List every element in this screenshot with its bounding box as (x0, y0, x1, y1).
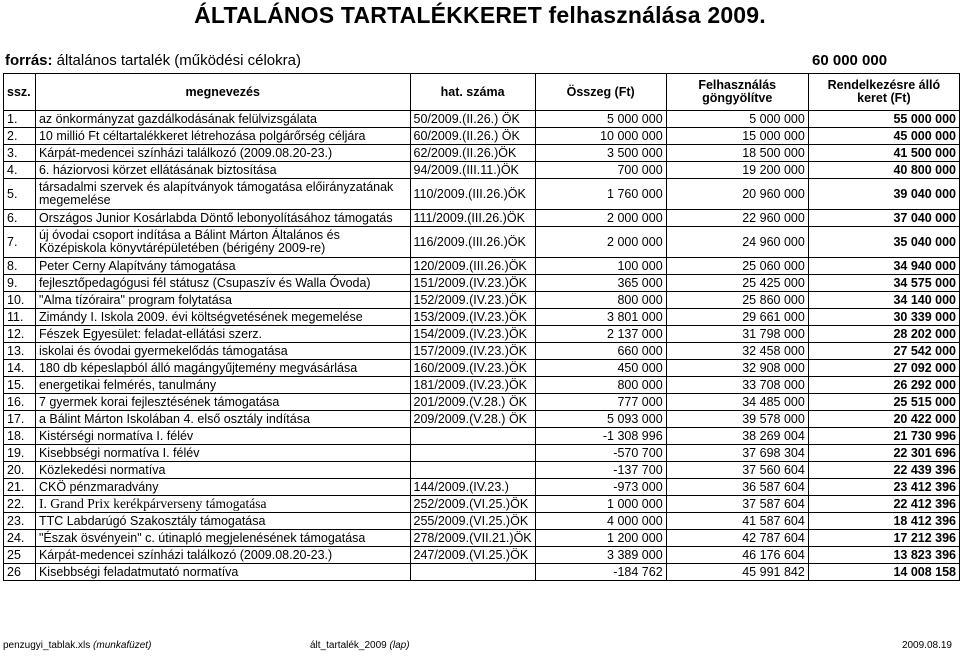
row-reference: 94/2009.(III.11.)ÖK (410, 162, 535, 179)
row-used: 25 860 000 (666, 292, 808, 309)
row-reference: 252/2009.(VI.25.)ÖK (410, 496, 535, 513)
row-available: 22 412 396 (808, 496, 959, 513)
table-row (4, 377, 960, 394)
row-used: 25 425 000 (666, 275, 808, 292)
table-row (4, 275, 960, 292)
row-number: 18. (4, 428, 36, 445)
row-reference (410, 564, 535, 581)
row-number: 3. (4, 145, 36, 162)
row-description: iskolai és óvodai gyermekelődás támogatása (35, 343, 410, 360)
row-reference: 120/2009.(III.26.)ÖK (410, 258, 535, 275)
footer-file-note: (munkafüzet) (90, 640, 152, 651)
row-amount: 3 500 000 (535, 145, 666, 162)
row-description: "Észak ösvényein" c. útinapló megjelenésének támogatása (35, 530, 410, 547)
row-description: Közlekedési normatíva (35, 462, 410, 479)
row-available: 45 000 000 (808, 128, 959, 145)
source-text: általános tartalék (működési célokra) (52, 52, 301, 69)
row-reference (410, 428, 535, 445)
row-used: 36 587 604 (666, 479, 808, 496)
row-reference: 151/2009.(IV.23.)ÖK (410, 275, 535, 292)
table-row (4, 162, 960, 179)
row-amount: 10 000 000 (535, 128, 666, 145)
row-available: 30 339 000 (808, 309, 959, 326)
row-description: az önkormányzat gazdálkodásának felülvizsgálata (35, 111, 410, 128)
row-amount: 5 000 000 (535, 111, 666, 128)
row-number: 24. (4, 530, 36, 547)
row-used: 37 698 304 (666, 445, 808, 462)
row-available: 23 412 396 (808, 479, 959, 496)
row-number: 4. (4, 162, 36, 179)
row-amount: -1 308 996 (535, 428, 666, 445)
row-used: 38 269 004 (666, 428, 808, 445)
table-row (4, 445, 960, 462)
row-reference: 62/2009.(II.26.)ÖK (410, 145, 535, 162)
row-amount: 3 389 000 (535, 547, 666, 564)
table-row (4, 145, 960, 162)
footer-sheet (310, 640, 410, 651)
header-row (4, 74, 960, 111)
row-available: 22 439 396 (808, 462, 959, 479)
row-amount: 1 000 000 (535, 496, 666, 513)
row-available: 13 823 396 (808, 547, 959, 564)
header-amount: Összeg (Ft) (535, 74, 666, 111)
table-row (4, 513, 960, 530)
footer-file (3, 640, 151, 651)
row-reference: 154/2009.(IV.23.)ÖK (410, 326, 535, 343)
header-reference: hat. száma (410, 74, 535, 111)
row-amount: -137 700 (535, 462, 666, 479)
row-number: 13. (4, 343, 36, 360)
row-description: Fészek Egyesület: feladat-ellátási szerz. (35, 326, 410, 343)
row-used: 46 176 604 (666, 547, 808, 564)
row-used: 31 798 000 (666, 326, 808, 343)
row-number: 21. (4, 479, 36, 496)
row-available: 39 040 000 (808, 179, 959, 210)
row-amount: 800 000 (535, 377, 666, 394)
row-number: 25 (4, 547, 36, 564)
row-amount: 700 000 (535, 162, 666, 179)
row-used: 24 960 000 (666, 227, 808, 258)
table-row (4, 564, 960, 581)
table-row (4, 547, 960, 564)
footer-file-name: penzugyi_tablak.xls (3, 640, 91, 651)
footer-sheet-note: (lap) (386, 640, 410, 651)
row-available: 22 301 696 (808, 445, 959, 462)
footer-sheet-name: ált_tartalék_2009 (310, 640, 387, 651)
table-row (4, 210, 960, 227)
row-number: 1. (4, 111, 36, 128)
row-description: CKÖ pénzmaradvány (35, 479, 410, 496)
row-description: társadalmi szervek és alapítványok támogatása előirányzatának megemelése (35, 179, 410, 210)
row-reference: 153/2009.(IV.23.)ÖK (410, 309, 535, 326)
row-number: 15. (4, 377, 36, 394)
row-number: 11. (4, 309, 36, 326)
row-available: 28 202 000 (808, 326, 959, 343)
table-row (4, 111, 960, 128)
row-number: 2. (4, 128, 36, 145)
row-reference (410, 445, 535, 462)
row-reference: 201/2009.(V.28.) ÖK (410, 394, 535, 411)
row-amount: -570 700 (535, 445, 666, 462)
row-number: 9. (4, 275, 36, 292)
table-row (4, 309, 960, 326)
row-description: a Bálint Márton Iskolában 4. első osztály indítása (35, 411, 410, 428)
row-amount: -184 762 (535, 564, 666, 581)
row-amount: 660 000 (535, 343, 666, 360)
row-amount: 2 000 000 (535, 210, 666, 227)
row-available: 40 800 000 (808, 162, 959, 179)
row-amount: 800 000 (535, 292, 666, 309)
row-reference: 160/2009.(IV.23.)ÖK (410, 360, 535, 377)
row-number: 14. (4, 360, 36, 377)
row-used: 42 787 604 (666, 530, 808, 547)
row-description: Zimándy I. Iskola 2009. évi költségvetésének megemelése (35, 309, 410, 326)
row-reference: 60/2009.(II.26.) ÖK (410, 128, 535, 145)
row-amount: 2 137 000 (535, 326, 666, 343)
row-available: 34 140 000 (808, 292, 959, 309)
row-available: 27 092 000 (808, 360, 959, 377)
table-row (4, 462, 960, 479)
row-available: 34 940 000 (808, 258, 959, 275)
row-used: 37 560 604 (666, 462, 808, 479)
row-available: 17 212 396 (808, 530, 959, 547)
table-row (4, 530, 960, 547)
table-row (4, 496, 960, 513)
row-description: Kisebbségi feladatmutató normatíva (35, 564, 410, 581)
row-description: energetikai felmérés, tanulmány (35, 377, 410, 394)
row-number: 8. (4, 258, 36, 275)
footer-date: 2009.08.19 (901, 640, 952, 651)
header-ssz: ssz. (4, 74, 36, 111)
row-amount: 365 000 (535, 275, 666, 292)
table-row (4, 411, 960, 428)
header-description: megnevezés (35, 74, 410, 111)
row-used: 37 587 604 (666, 496, 808, 513)
row-available: 26 292 000 (808, 377, 959, 394)
row-reference: 111/2009.(III.26.)ÖK (410, 210, 535, 227)
row-description: Kárpát-medencei színházi találkozó (2009.08.20-23.) (35, 547, 410, 564)
row-used: 34 485 000 (666, 394, 808, 411)
row-reference: 50/2009.(II.26.) ÖK (410, 111, 535, 128)
row-reference: 278/2009.(VII.21.)ÖK (410, 530, 535, 547)
row-amount: 4 000 000 (535, 513, 666, 530)
row-description: Kistérségi normatíva I. félév (35, 428, 410, 445)
source-label: forrás: (5, 52, 53, 69)
row-reference: 144/2009.(IV.23.) (410, 479, 535, 496)
row-description: Kárpát-medencei színházi találkozó (2009.08.20-23.) (35, 145, 410, 162)
row-used: 29 661 000 (666, 309, 808, 326)
row-number: 10. (4, 292, 36, 309)
row-used: 15 000 000 (666, 128, 808, 145)
row-used: 41 587 604 (666, 513, 808, 530)
table-row (4, 394, 960, 411)
row-amount: 1 200 000 (535, 530, 666, 547)
row-available: 20 422 000 (808, 411, 959, 428)
row-used: 22 960 000 (666, 210, 808, 227)
row-reference: 255/2009.(VI.25.)ÖK (410, 513, 535, 530)
row-amount: 100 000 (535, 258, 666, 275)
source-total: 60 000 000 (812, 52, 888, 69)
row-number: 16. (4, 394, 36, 411)
row-available: 18 412 396 (808, 513, 959, 530)
table-body (4, 74, 960, 581)
row-reference: 157/2009.(IV.23.)ÖK (410, 343, 535, 360)
row-amount: 2 000 000 (535, 227, 666, 258)
row-available: 34 575 000 (808, 275, 959, 292)
row-description: "Alma tízóraira" program folytatása (35, 292, 410, 309)
row-amount: -973 000 (535, 479, 666, 496)
row-description: 6. háziorvosi körzet ellátásának biztosítása (35, 162, 410, 179)
row-description: TTC Labdarúgó Szakosztály támogatása (35, 513, 410, 530)
row-used: 32 458 000 (666, 343, 808, 360)
row-number: 17. (4, 411, 36, 428)
table-row (4, 292, 960, 309)
row-available: 25 515 000 (808, 394, 959, 411)
source-line (5, 52, 301, 69)
row-available: 55 000 000 (808, 111, 959, 128)
row-available: 21 730 996 (808, 428, 959, 445)
row-number: 23. (4, 513, 36, 530)
row-description: 180 db képeslapból álló magángyűjtemény megvásárlása (35, 360, 410, 377)
row-number: 6. (4, 210, 36, 227)
row-reference (410, 462, 535, 479)
row-reference: 110/2009.(III.26.)ÖK (410, 179, 535, 210)
row-available: 27 542 000 (808, 343, 959, 360)
row-description: fejlesztőpedagógusi fél státusz (Csupaszív és Walla Óvoda) (35, 275, 410, 292)
row-description: 7 gyermek korai fejlesztésének támogatása (35, 394, 410, 411)
row-available: 37 040 000 (808, 210, 959, 227)
row-used: 33 708 000 (666, 377, 808, 394)
row-used: 45 991 842 (666, 564, 808, 581)
table-row (4, 326, 960, 343)
row-used: 25 060 000 (666, 258, 808, 275)
table-row (4, 360, 960, 377)
table-row (4, 479, 960, 496)
table-row (4, 128, 960, 145)
row-available: 14 008 158 (808, 564, 959, 581)
row-reference: 247/2009.(VI.25.)ÖK (410, 547, 535, 564)
header-available: Rendelkezésre álló keret (Ft) (808, 74, 959, 111)
row-number: 20. (4, 462, 36, 479)
row-description: Peter Cerny Alapítvány támogatása (35, 258, 410, 275)
row-amount: 777 000 (535, 394, 666, 411)
row-used: 5 000 000 (666, 111, 808, 128)
row-amount: 3 801 000 (535, 309, 666, 326)
row-description: 10 millió Ft céltartalékkeret létrehozása polgárőrség céljára (35, 128, 410, 145)
table-row (4, 179, 960, 210)
row-description: I. Grand Prix kerékpárverseny támogatása (35, 496, 410, 513)
table-row (4, 343, 960, 360)
row-number: 19. (4, 445, 36, 462)
row-number: 26 (4, 564, 36, 581)
row-reference: 209/2009.(V.28.) ÖK (410, 411, 535, 428)
row-used: 19 200 000 (666, 162, 808, 179)
row-number: 5. (4, 179, 36, 210)
row-available: 41 500 000 (808, 145, 959, 162)
row-description: Kisebbségi normatíva I. félév (35, 445, 410, 462)
row-number: 7. (4, 227, 36, 258)
row-used: 32 908 000 (666, 360, 808, 377)
row-available: 35 040 000 (808, 227, 959, 258)
row-amount: 5 093 000 (535, 411, 666, 428)
row-amount: 1 760 000 (535, 179, 666, 210)
budget-table (3, 73, 960, 581)
page-title: ÁLTALÁNOS TARTALÉKKERET felhasználása 2009. (194, 2, 766, 28)
row-used: 18 500 000 (666, 145, 808, 162)
row-used: 20 960 000 (666, 179, 808, 210)
table-row (4, 227, 960, 258)
row-description: Országos Junior Kosárlabda Döntő lebonyolításához támogatás (35, 210, 410, 227)
table-row (4, 428, 960, 445)
row-number: 22. (4, 496, 36, 513)
row-number: 12. (4, 326, 36, 343)
row-reference: 152/2009.(IV.23.)ÖK (410, 292, 535, 309)
row-amount: 450 000 (535, 360, 666, 377)
row-reference: 181/2009.(IV.23.)ÖK (410, 377, 535, 394)
header-used: Felhasználás göngyölítve (666, 74, 808, 111)
row-description: új óvodai csoport indítása a Bálint Márton Általános és Középiskola könyvtárépületében (bérigény 2009-re) (35, 227, 410, 258)
table-row (4, 258, 960, 275)
row-reference: 116/2009.(III.26.)ÖK (410, 227, 535, 258)
row-used: 39 578 000 (666, 411, 808, 428)
